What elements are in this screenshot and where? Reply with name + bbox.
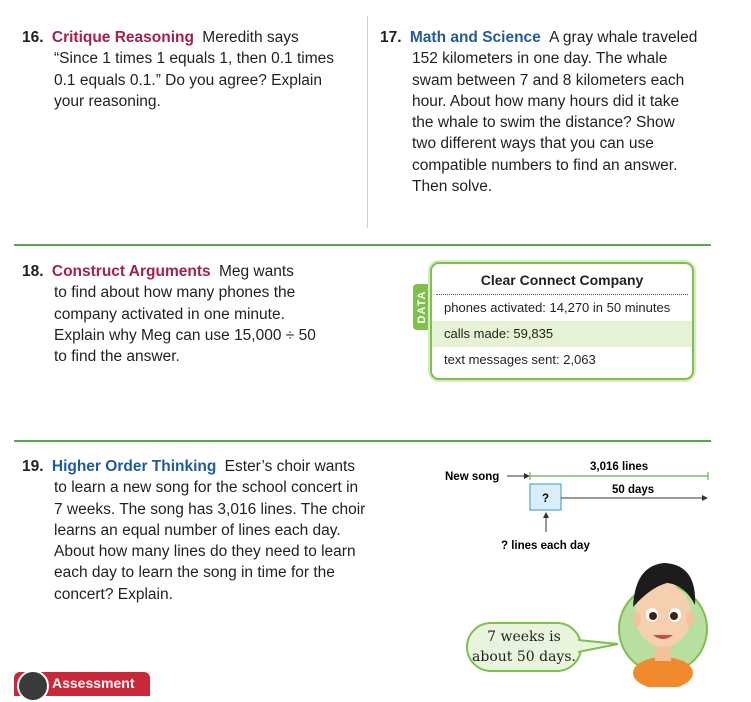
question-text-line: Then solve. xyxy=(412,178,493,196)
question-text-line: your reasoning. xyxy=(54,92,161,110)
question-number: 19. xyxy=(22,458,44,475)
question-number: 18. xyxy=(22,263,44,280)
data-table-row: phones activated: 14,270 in 50 minutes xyxy=(444,300,671,315)
new-song-label: New song xyxy=(445,471,500,483)
question-text-line: 7 weeks. The song has 3,016 lines. The choir xyxy=(54,500,366,518)
unknown-mark: ? xyxy=(542,493,550,505)
question-text-line: 152 kilometers in one day. The whale xyxy=(412,50,668,68)
question-text-line: to learn a new song for the school concert in xyxy=(54,479,359,497)
section-divider xyxy=(14,440,711,442)
data-tab-label: DATA xyxy=(416,290,428,324)
question-number: 16. xyxy=(22,29,44,46)
question-text-line: Explain why Meg can use 15,000 ÷ 50 xyxy=(54,326,316,344)
arrowhead-icon xyxy=(702,495,708,501)
bubble-tail xyxy=(578,636,620,658)
question-text-line: two different ways that you can use xyxy=(412,135,654,153)
data-tab xyxy=(413,284,431,330)
question-number: 17. xyxy=(380,29,402,46)
question-text-line: Meg wants xyxy=(218,263,294,280)
question-text-line: each day to learn the song in time for the xyxy=(54,564,335,582)
question-text-line: to find about how many phones the xyxy=(54,284,296,302)
question-text-line: to find the answer. xyxy=(54,348,180,366)
question-17 xyxy=(380,27,697,197)
question-19 xyxy=(22,456,365,605)
checkmark-icon xyxy=(17,670,49,702)
question-label: Critique Reasoning xyxy=(51,29,194,46)
question-text-line: learns an equal number of lines each day. xyxy=(54,521,341,539)
question-label: Construct Arguments xyxy=(51,263,211,280)
question-label: Math and Science xyxy=(409,29,541,46)
question-text-line: hour. About how many hours did it take xyxy=(412,92,680,110)
question-text-line: A gray whale traveled xyxy=(549,29,698,46)
arrowhead-icon xyxy=(543,512,549,518)
student-character-icon xyxy=(615,555,711,687)
question-text-line: Meredith says xyxy=(202,29,299,46)
data-table-row: text messages sent: 2,063 xyxy=(444,352,596,367)
data-table-title: Clear Connect Company xyxy=(436,264,688,295)
question-text-line: company activated in one minute. xyxy=(54,305,285,323)
total-lines-label: 3,016 lines xyxy=(590,461,649,473)
days-label: 50 days xyxy=(612,484,655,496)
data-table xyxy=(430,262,694,380)
question-text-line: concert? Explain. xyxy=(54,585,173,603)
bubble-line: 7 weeks is xyxy=(487,629,561,645)
data-table-row: calls made: 59,835 xyxy=(432,321,692,347)
bubble-line: about 50 days. xyxy=(472,649,576,665)
question-text-line: swam between 7 and 8 kilometers each xyxy=(412,71,685,89)
column-divider xyxy=(367,16,368,228)
section-divider xyxy=(14,244,711,246)
question-text-line: Ester’s choir wants xyxy=(224,458,356,475)
arrowhead-icon xyxy=(524,473,530,479)
question-text-line: About how many lines do they need to learn xyxy=(54,543,356,561)
question-16 xyxy=(22,27,334,112)
bar-diagram xyxy=(440,455,720,555)
speech-bubble xyxy=(466,622,582,672)
question-text-line: “Since 1 times 1 equals 1, then 0.1 times xyxy=(54,50,335,68)
lines-each-day-label: ? lines each day xyxy=(501,540,590,552)
question-label: Higher Order Thinking xyxy=(51,458,217,475)
assessment-tab[interactable]: Assessment xyxy=(14,672,150,696)
question-text-line: compatible numbers to find an answer. xyxy=(412,156,678,174)
question-text-line: the whale to swim the distance? Show xyxy=(412,114,675,132)
question-text-line: 0.1 equals 0.1.” Do you agree? Explain xyxy=(54,71,322,89)
question-18 xyxy=(22,261,316,367)
